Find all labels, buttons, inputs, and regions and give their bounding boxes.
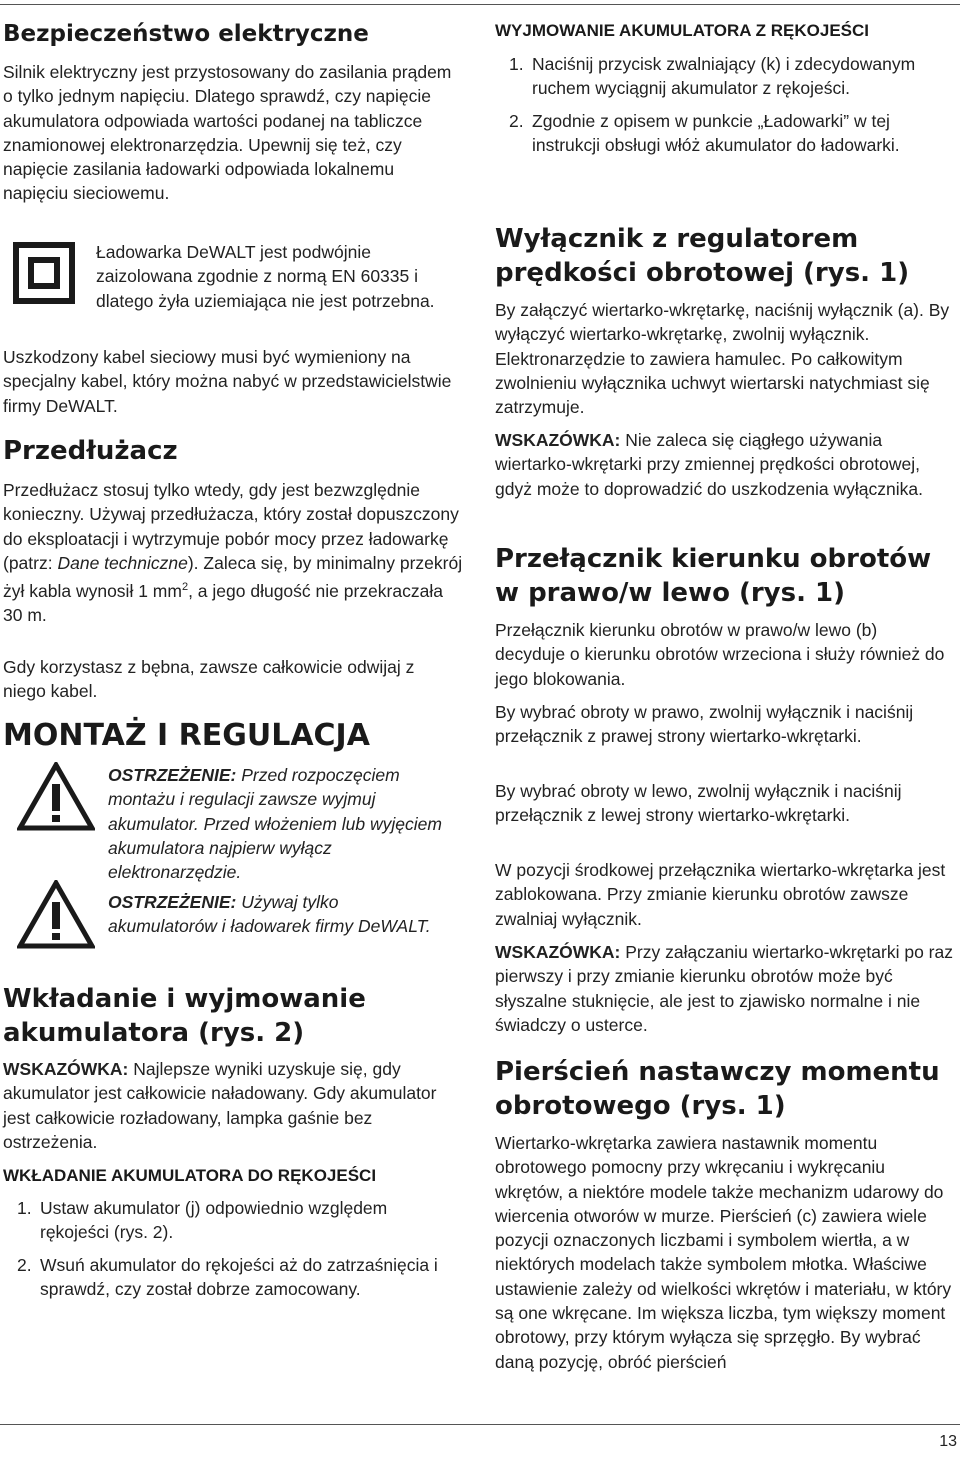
- paragraph-direction-1: Przełącznik kierunku obrotów w prawo/w lewo (b) decyduje o kierunku obrotów wrzeciona i służy również do jego blokowania.: [495, 620, 945, 689]
- step-text: Ustaw akumulator (j) odpowiednio względem rękojeści (rys. 2).: [40, 1198, 388, 1243]
- heading-extension-cord: Przedłużacz: [3, 436, 178, 466]
- step-number: 1.: [509, 54, 524, 74]
- warning-label-1: OSTRZEŻENIE:: [108, 765, 237, 785]
- paragraph-torque-collar: Wiertarko-wkrętarka zawiera nastawnik momentu obrotowego pomocny przy wkręcaniu i wykręcaniu wkrętów, a niektóre modele także mechanizm udarowy do wiercenia otworów w murze. Pierścień (c) zawiera wiele pozycji oznaczonych liczbami i symbolem wiertła, a w niektórych modelach także symbolem młotka. Właściwe ustawienie zależy od wielkości wkrętów i materiału, w który są one wkręcane. Im większa liczba, tym większy moment obrotowy, przy którym wyłącza się sprzęgło. By wybrać daną pozycję, obróć pierścień: [495, 1133, 952, 1372]
- heading-torque-collar-2: obrotowego (rys. 1): [495, 1091, 786, 1121]
- extension-text-b: ). Zaleca się, by minimalny przekrój żył kabla wynosił 1 mm: [3, 552, 463, 602]
- paragraph-direction-3: By wybrać obroty w lewo, zwolnij wyłącznik i naciśnij przełącznik z lewej strony wiertarko-wkrętarki.: [495, 781, 902, 826]
- warning-body-2: Używaj tylko akumulatorów i ładowarek firmy DeWALT.: [108, 892, 431, 937]
- step-text: Zgodnie z opisem w punkcie „Ładowarki” w tej instrukcji obsługi włóż akumulator do ładowarki.: [532, 110, 900, 155]
- paragraph-damaged-cable: Uszkodzony kabel sieciowy musi być wymieniony na specjalny kabel, który można nabyć w przedstawicielstwie firmy DeWALT.: [3, 347, 452, 416]
- heading-assembly: MONTAŻ I REGULACJA: [3, 718, 370, 753]
- note-label-1: WSKAZÓWKA:: [3, 1059, 129, 1079]
- paragraph-direction-4: W pozycji środkowej przełącznika wiertarko-wkrętarka jest zablokowana. Przy zmianie kierunku obrotów zawsze zwalniaj wyłącznik.: [495, 860, 946, 929]
- warning-label-2: OSTRZEŻENIE:: [108, 892, 237, 912]
- step-number: 2.: [509, 110, 524, 131]
- heading-torque-collar-1: Pierścień nastawczy momentu: [495, 1057, 940, 1087]
- step-text: Naciśnij przycisk zwalniający (k) i zdecydowanym ruchem wyciągnij akumulator z rękojeści.: [532, 54, 916, 99]
- heading-electrical-safety: Bezpieczeństwo elektryczne: [3, 21, 369, 47]
- heading-battery-insert-remove-2: akumulatora (rys. 2): [3, 1018, 305, 1048]
- note-body-1: Najlepsze wyniki uzyskuje się, gdy akumulator jest całkowicie naładowany. Gdy akumulator jest całkowicie rozładowany, lampka gaśnie bez ostrzeżenia.: [3, 1059, 437, 1152]
- list-item: [495, 109, 932, 158]
- extension-text-c: , a jego długość nie przekraczała 30 m.: [3, 581, 443, 626]
- paragraph-extension-cord: [3, 478, 465, 628]
- extension-text-sup: 2: [181, 581, 189, 594]
- list-item: [3, 1253, 458, 1302]
- warning-body-1: Przed rozpoczęciem montażu i regulacji zawsze wyjmuj akumulator. Przed włożeniem lub wyjęciem akumulatora najpierw wyłącz elektronarzędzie.: [108, 765, 442, 883]
- note-label-3: WSKAZÓWKA:: [495, 942, 621, 962]
- note-body-3: Przy załączaniu wiertarko-wkrętarki po raz pierwszy i przy zmianie kierunku obrotów może być słyszalne stuknięcie, ale jest to zjawisko normalne i nie świadczy o usterce.: [495, 942, 953, 1035]
- heading-direction-switch-2: w prawo/w lewo (rys. 1): [495, 578, 846, 608]
- note-direction-click: [495, 940, 957, 1037]
- warning-text-1: [108, 763, 468, 884]
- heading-remove-battery: WYJMOWANIE AKUMULATORA Z RĘKOJEŚCI: [495, 21, 870, 40]
- step-number: 1.: [17, 1198, 32, 1218]
- remove-steps-list: [495, 52, 957, 157]
- step-number: 2.: [17, 1254, 32, 1275]
- warning-triangle-icon: [17, 880, 95, 955]
- page-number: 13: [939, 1433, 957, 1450]
- warning-text-2: [108, 890, 438, 939]
- heading-trigger-switch-1: Wyłącznik z regulatorem: [495, 224, 859, 254]
- heading-trigger-switch-2: prędkości obrotowej (rys. 1): [495, 258, 910, 288]
- paragraph-direction-2: By wybrać obroty w prawo, zwolnij wyłącznik i naciśnij przełącznik z prawej strony wiertarko-wkrętarki.: [495, 702, 914, 747]
- note-battery: [3, 1057, 458, 1154]
- top-rule: [0, 4, 960, 5]
- insert-steps-list: [3, 1196, 458, 1301]
- warning-triangle-icon: [17, 762, 95, 837]
- double-insulation-icon: [13, 242, 75, 309]
- heading-battery-insert-remove-1: Wkładanie i wyjmowanie: [3, 984, 366, 1014]
- footer-rule: [0, 1424, 960, 1425]
- note-label-2: WSKAZÓWKA:: [495, 430, 621, 450]
- note-body-2: Nie zaleca się ciągłego używania wiertarko-wkrętarki przy zmiennej prędkości obrotowej, gdyż może to doprowadzić do uszkodzenia wyłącznika.: [495, 430, 923, 499]
- paragraph-electrical: Silnik elektryczny jest przystosowany do zasilania prądem o tylko jednym napięciu. Dlatego sprawdź, czy napięcie akumulatora odpowiada wartości podanej na tabliczce znamionowej elektronarzędzia. Upewnij się też, czy napięcie zasilania ładowarki odpowiada lokalnemu napięciu sieciowemu.: [3, 62, 452, 204]
- step-text: Wsuń akumulator do rękojeści aż do zatrzaśnięcia i sprawdź, czy został dobrze zamocowany.: [40, 1254, 438, 1299]
- list-item: [495, 52, 957, 101]
- note-variable-speed: [495, 428, 955, 501]
- extension-text-a: Przedłużacz stosuj tylko wtedy, gdy jest bezwzględnie konieczny. Używaj przedłużacza, który został dopuszczony do eksploatacji i wytrzymuje pobór mocy przez ładowarkę (patrz:: [3, 480, 459, 573]
- list-item: [3, 1196, 458, 1245]
- extension-text-italic: Dane techniczne: [57, 552, 188, 573]
- paragraph-trigger-switch: By załączyć wiertarko-wkrętarkę, naciśnij wyłącznik (a). By wyłączyć wiertarko-wkrętarkę, zwolnij wyłącznik. Elektronarzędzie to zawiera hamulec. Po całkowitym zwolnieniu wyłącznika uchwyt wiertarski natychmiast się zatrzymuje.: [495, 300, 950, 418]
- paragraph-drum: Gdy korzystasz z bębna, zawsze całkowicie odwijaj z niego kabel.: [3, 657, 415, 702]
- paragraph-charger-insulation: Ładowarka DeWALT jest podwójnie zaizolowana zgodnie z normą EN 60335 i dlatego żyła uziemiająca nie jest potrzebna.: [96, 242, 435, 311]
- heading-direction-switch-1: Przełącznik kierunku obrotów: [495, 544, 932, 574]
- heading-insert-battery: WKŁADANIE AKUMULATORA DO RĘKOJEŚCI: [3, 1166, 377, 1185]
